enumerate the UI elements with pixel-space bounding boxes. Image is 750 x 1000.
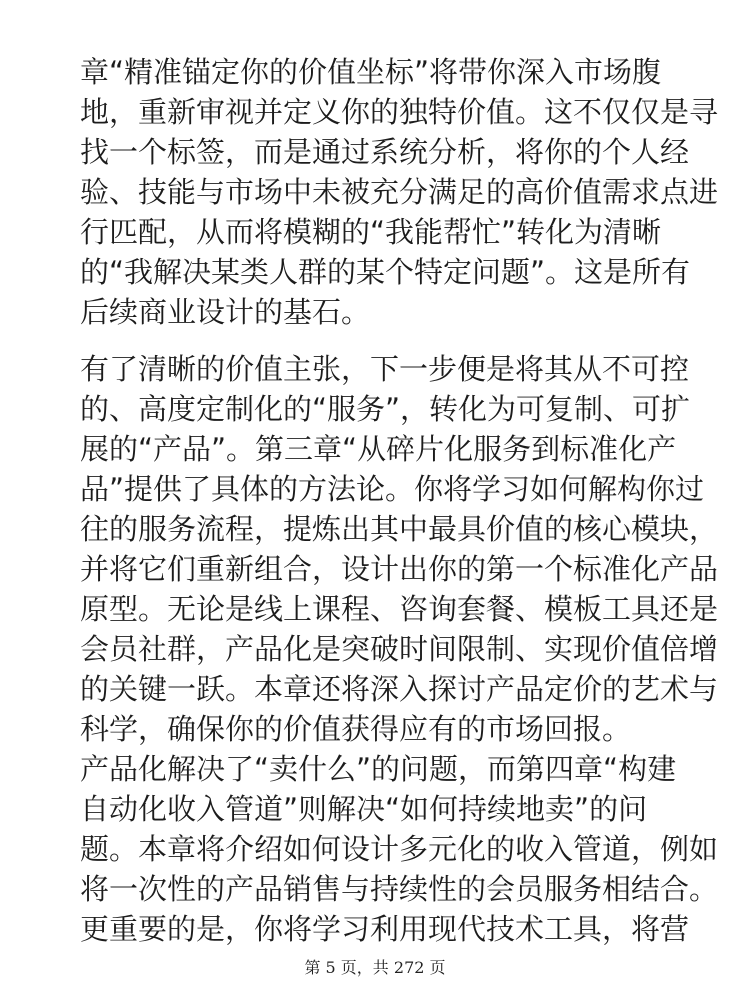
- text-line: 将一次性的产品销售与持续性的会员服务相结合。: [80, 872, 719, 906]
- text-line: 原型。无论是线上课程、咨询套餐、模板工具还是: [80, 592, 719, 626]
- page-number-footer: 第 5 页，共 272 页: [304, 958, 446, 977]
- paragraph-1: [80, 52, 718, 332]
- text-line: 题。本章将介绍如何设计多元化的收入管道，例如: [80, 832, 719, 866]
- text-line: 行匹配，从而将模糊的“我能帮忙”转化为清晰: [80, 215, 662, 249]
- text-line: 自动化收入管道”则解决“如何持续地卖”的问: [80, 792, 648, 826]
- text-line: 并将它们重新组合，设计出你的第一个标准化产品: [80, 552, 719, 586]
- text-line: 展的“产品”。第三章“从碎片化服务到标准化产: [80, 432, 677, 466]
- text-line: 验、技能与市场中未被充分满足的高价值需求点进: [80, 175, 719, 209]
- text-line: 产品化解决了“卖什么”的问题，而第四章“构建: [80, 752, 677, 786]
- text-line: 科学，确保你的价值获得应有的市场回报。: [80, 712, 632, 746]
- text-line: 的关键一跃。本章还将深入探讨产品定价的艺术与: [80, 672, 719, 706]
- text-line: 往的服务流程，提炼出其中最具价值的核心模块，: [80, 512, 719, 546]
- text-line: 后续商业设计的基石。: [80, 295, 371, 329]
- text-line: 品”提供了具体的方法论。你将学习如何解构你过: [80, 472, 705, 506]
- text-line: 的“我解决某类人群的某个特定问题”。这是所有: [80, 255, 691, 289]
- text-line: 的、高度定制化的“服务”，转化为可复制、可扩: [80, 392, 691, 426]
- paragraph-2: [80, 349, 718, 749]
- text-line: 章“精准锚定你的价值坐标”将带你深入市场腹: [80, 55, 662, 89]
- text-line: 有了清晰的价值主张，下一步便是将其从不可控: [80, 352, 690, 386]
- text-line: 更重要的是，你将学习利用现代技术工具，将营: [80, 912, 690, 946]
- text-line: 会员社群，产品化是突破时间限制、实现价值倍增: [80, 632, 719, 666]
- paragraph-3: [80, 749, 718, 949]
- text-line: 地，重新审视并定义你的独特价值。这不仅仅是寻: [80, 95, 719, 129]
- text-line: 找一个标签，而是通过系统分析，将你的个人经: [80, 135, 690, 169]
